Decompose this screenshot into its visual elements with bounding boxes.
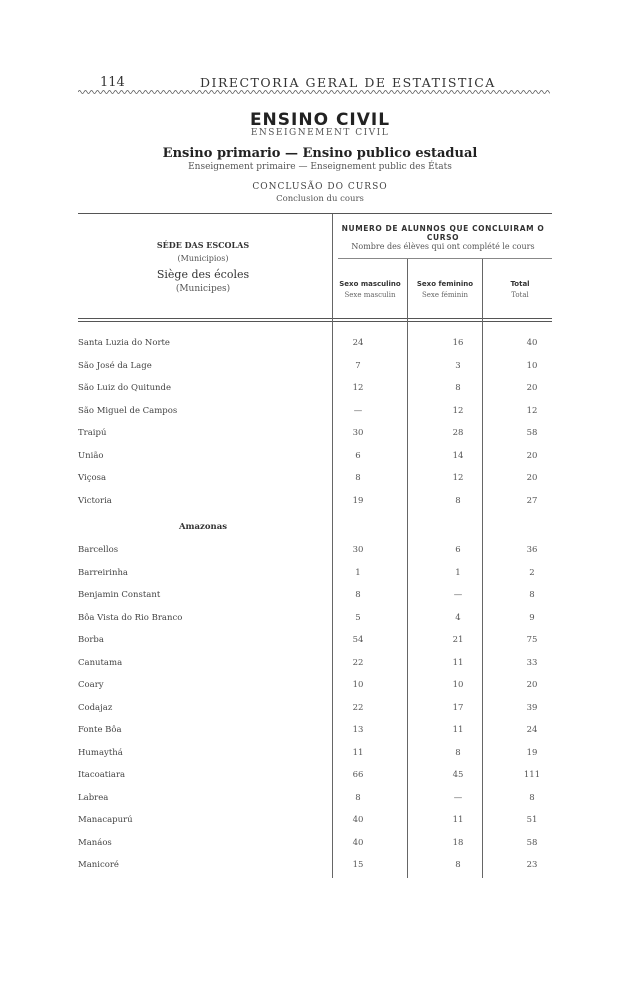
cell-t: 111 xyxy=(523,770,541,780)
cell-m: 66 xyxy=(352,770,364,780)
municipality-name: Victoria xyxy=(78,495,112,506)
running-head xyxy=(78,72,550,92)
cell-f: 11 xyxy=(452,815,464,825)
column-group-title: NUMERO DE ALUNNOS QUE CONCLUIRAM O CURSO xyxy=(341,224,545,242)
cell-m: 54 xyxy=(352,635,364,645)
municipality-name: Fonte Bôa xyxy=(78,725,122,735)
cell-t: 20 xyxy=(526,383,538,393)
municipality-name: Manacapurú xyxy=(78,815,133,825)
cell-t: 19 xyxy=(526,747,538,758)
cell-f: 1 xyxy=(455,567,461,578)
cell-t: 8 xyxy=(529,590,535,600)
column-header-male xyxy=(334,280,406,299)
column-header-female xyxy=(409,280,481,299)
cell-t: 33 xyxy=(526,657,538,668)
cell-f: 17 xyxy=(452,702,464,713)
cell-t: 8 xyxy=(529,792,535,803)
table-row xyxy=(0,680,640,694)
municipality-name: Canutama xyxy=(78,657,123,668)
table-row xyxy=(0,860,640,874)
municipality-name: Bôa Vista do Rio Branco xyxy=(78,612,183,623)
cell-m: 13 xyxy=(352,725,364,735)
table-row xyxy=(0,748,640,762)
cell-m: 11 xyxy=(352,747,364,758)
municipality-name: São José da Lage xyxy=(78,360,152,371)
cell-m: 15 xyxy=(352,860,364,870)
municipality-name: Benjamin Constant xyxy=(78,590,161,600)
municipality-name: Santa Luzia do Norte xyxy=(78,338,170,348)
cell-t: 58 xyxy=(526,837,538,848)
main-subtitle: ENSEIGNEMENT CIVIL xyxy=(250,128,390,138)
cell-f: 8 xyxy=(455,860,461,870)
cell-t: 39 xyxy=(526,702,538,713)
table-top-rule xyxy=(78,213,552,214)
cell-t: 12 xyxy=(526,405,538,416)
table-row xyxy=(0,338,640,352)
cell-f: 8 xyxy=(455,495,461,506)
column-header-label: Total xyxy=(510,280,530,288)
cell-f: 4 xyxy=(455,612,461,623)
municipality-name: Itacoatiara xyxy=(78,770,126,780)
cell-m: 40 xyxy=(352,815,364,825)
cell-m: — xyxy=(353,405,363,416)
cell-m: 30 xyxy=(352,428,364,438)
municipality-name: Labrea xyxy=(78,792,109,803)
state-heading: Amazonas xyxy=(178,522,228,532)
municipality-name: Coary xyxy=(78,680,104,690)
table-row xyxy=(0,496,640,510)
location-header-fr-sub: (Municipes) xyxy=(175,284,231,294)
header-bottom-rule xyxy=(78,318,552,319)
municipality-name: Barreirinha xyxy=(78,567,128,578)
cell-m: 30 xyxy=(352,545,364,555)
cell-f: 6 xyxy=(455,545,461,555)
column-group-subtitle: Nombre des élèves qui ont complété le cours xyxy=(351,242,535,251)
cell-f: 8 xyxy=(455,747,461,758)
topic-subtitle: Conclusion du cours xyxy=(276,194,364,204)
running-title: DIRECTORIA GERAL DE ESTATISTICA xyxy=(200,75,496,90)
cell-f: 8 xyxy=(455,383,461,393)
cell-f: 11 xyxy=(452,725,464,735)
table-row xyxy=(0,793,640,807)
page-number: 114 xyxy=(100,75,125,90)
cell-m: 5 xyxy=(355,612,361,623)
column-header-label-fr: Total xyxy=(511,291,529,299)
cell-t: 10 xyxy=(526,360,538,371)
municipality-name: Manáos xyxy=(78,837,112,848)
location-header-pt-sub: (Municipios) xyxy=(177,254,229,263)
cell-t: 58 xyxy=(526,428,538,438)
group-header-rule xyxy=(338,258,552,259)
table-row xyxy=(0,451,640,465)
cell-t: 2 xyxy=(529,567,535,578)
municipality-name: União xyxy=(78,450,104,461)
cell-m: 8 xyxy=(355,792,361,803)
municipality-name: São Miguel de Campos xyxy=(78,405,178,416)
municipality-name: Barcellos xyxy=(78,545,119,555)
table-row xyxy=(0,613,640,627)
cell-m: 8 xyxy=(355,590,361,600)
cell-t: 9 xyxy=(529,612,535,623)
cell-f: — xyxy=(453,792,463,803)
municipality-name: Codajaz xyxy=(78,702,113,713)
cell-f: 10 xyxy=(452,680,464,690)
cell-f: 12 xyxy=(452,473,464,483)
cell-t: 20 xyxy=(526,450,538,461)
table-row xyxy=(0,703,640,717)
table-row xyxy=(0,770,640,784)
municipality-name: Humaythá xyxy=(78,747,123,758)
table-row xyxy=(0,838,640,852)
main-title: ENSINO CIVIL xyxy=(249,110,391,130)
table-row xyxy=(0,545,640,559)
table-row xyxy=(0,590,640,604)
cell-m: 6 xyxy=(355,450,361,461)
cell-m: 1 xyxy=(355,567,361,578)
table-row xyxy=(0,473,640,487)
table-row xyxy=(0,361,640,375)
cell-t: 51 xyxy=(526,815,538,825)
municipality-name: São Luiz do Quitunde xyxy=(78,383,171,393)
municipality-name: Borba xyxy=(78,635,104,645)
cell-t: 23 xyxy=(526,860,538,870)
column-header-label-fr: Sexe féminin xyxy=(421,291,469,299)
municipality-name: Manicoré xyxy=(78,860,119,870)
cell-t: 36 xyxy=(526,545,538,555)
cell-m: 22 xyxy=(352,702,364,713)
table-row xyxy=(0,725,640,739)
cell-f: 16 xyxy=(452,338,464,348)
cell-m: 8 xyxy=(355,473,361,483)
table-row xyxy=(0,568,640,582)
cell-t: 20 xyxy=(526,473,538,483)
topic-title: CONCLUSÃO DO CURSO xyxy=(252,182,388,192)
cell-t: 40 xyxy=(526,338,538,348)
cell-m: 7 xyxy=(355,360,361,371)
cell-m: 12 xyxy=(352,383,364,393)
cell-m: 19 xyxy=(352,495,364,506)
table-row xyxy=(0,383,640,397)
column-header-label: Sexo feminino xyxy=(416,280,474,288)
cell-m: 22 xyxy=(352,657,364,668)
location-header-fr: Siège des écoles xyxy=(156,268,250,281)
column-header-total xyxy=(484,280,556,299)
cell-t: 20 xyxy=(526,680,538,690)
section-subtitle: Enseignement primaire — Enseignement public des États xyxy=(188,162,452,172)
cell-t: 75 xyxy=(526,635,538,645)
header-bottom-rule-2 xyxy=(78,321,552,322)
table-row xyxy=(0,406,640,420)
cell-m: 24 xyxy=(352,338,364,348)
wavy-rule xyxy=(78,89,550,95)
table-row xyxy=(0,635,640,649)
cell-f: 28 xyxy=(452,428,464,438)
municipality-name: Traipú xyxy=(78,428,107,438)
column-header-label-fr: Sexe masculin xyxy=(344,291,396,299)
table-row xyxy=(0,815,640,829)
cell-f: 18 xyxy=(452,837,464,848)
cell-f: 21 xyxy=(452,635,464,645)
cell-f: 14 xyxy=(452,450,464,461)
cell-f: 45 xyxy=(452,770,464,780)
column-header-label: Sexo masculino xyxy=(339,280,401,288)
cell-m: 10 xyxy=(352,680,364,690)
cell-f: 11 xyxy=(452,657,464,668)
cell-m: 40 xyxy=(352,837,364,848)
section-title: Ensino primario — Ensino publico estadual xyxy=(162,146,478,161)
cell-f: — xyxy=(453,590,463,600)
table-row xyxy=(0,658,640,672)
location-header-pt: SÉDE DAS ESCOLAS xyxy=(156,240,250,250)
table-row xyxy=(0,428,640,442)
cell-f: 12 xyxy=(452,405,464,416)
cell-t: 24 xyxy=(526,725,538,735)
cell-t: 27 xyxy=(526,495,538,506)
cell-f: 3 xyxy=(455,360,461,371)
municipality-name: Viçosa xyxy=(78,473,107,483)
